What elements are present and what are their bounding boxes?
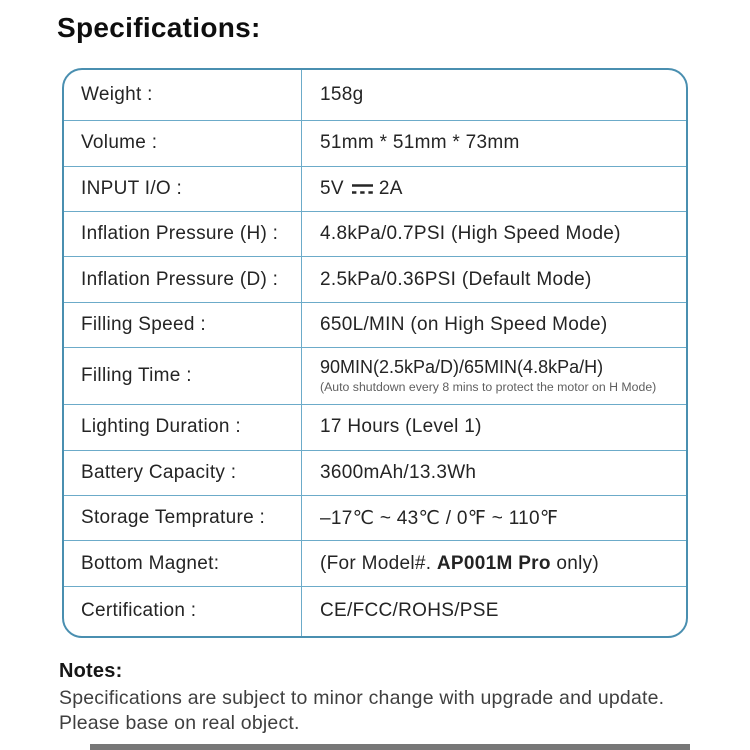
notes-section bbox=[59, 660, 691, 736]
notes-heading: Notes: bbox=[59, 660, 123, 682]
row-label: INPUT I/O : bbox=[64, 167, 302, 211]
table-row bbox=[64, 70, 686, 121]
spec-table bbox=[62, 68, 688, 638]
row-label: Weight : bbox=[64, 70, 302, 120]
row-value-text: 90MIN(2.5kPa/D)/65MIN(4.8kPa/H) bbox=[320, 357, 604, 378]
row-value bbox=[302, 405, 686, 449]
row-value-text: 5V 2A bbox=[320, 177, 403, 199]
row-value bbox=[302, 587, 686, 636]
row-value-text: –17℃ ~ 43℃ / 0℉ ~ 110℉ bbox=[320, 507, 559, 529]
row-value-text: 17 Hours (Level 1) bbox=[320, 416, 482, 438]
table-row bbox=[64, 348, 686, 405]
row-value-text: 158g bbox=[320, 84, 364, 106]
row-label: Inflation Pressure (H) : bbox=[64, 212, 302, 256]
notes-body: Specifications are subject to minor change with upgrade and update. Please base on real object. bbox=[59, 687, 665, 734]
table-row bbox=[64, 405, 686, 450]
row-label: Battery Capacity : bbox=[64, 451, 302, 495]
row-label: Storage Temprature : bbox=[64, 496, 302, 540]
row-value bbox=[302, 496, 686, 540]
row-label: Filling Speed : bbox=[64, 303, 302, 347]
row-value bbox=[302, 303, 686, 347]
row-value-text: 3600mAh/13.3Wh bbox=[320, 461, 477, 483]
table-row bbox=[64, 257, 686, 302]
page-title: Specifications: bbox=[57, 12, 261, 43]
table-row bbox=[64, 587, 686, 636]
table-row bbox=[64, 212, 686, 257]
row-value bbox=[302, 451, 686, 495]
row-value-text: (For Model#. AP001M Pro only) bbox=[320, 552, 600, 574]
table-row bbox=[64, 167, 686, 212]
table-row bbox=[64, 451, 686, 496]
table-row bbox=[64, 121, 686, 166]
row-value bbox=[302, 348, 686, 404]
row-value bbox=[302, 257, 686, 301]
row-label: Lighting Duration : bbox=[64, 405, 302, 449]
row-value bbox=[302, 212, 686, 256]
row-value-text: 2.5kPa/0.36PSI (Default Mode) bbox=[320, 268, 592, 290]
table-row bbox=[64, 496, 686, 541]
row-label: Certification : bbox=[64, 587, 302, 636]
row-value bbox=[302, 121, 686, 165]
row-value-text: 51mm * 51mm * 73mm bbox=[320, 132, 520, 154]
row-label: Volume : bbox=[64, 121, 302, 165]
row-value-text: 650L/MIN (on High Speed Mode) bbox=[320, 314, 608, 336]
row-value bbox=[302, 70, 686, 120]
bottom-divider-bar bbox=[90, 744, 690, 750]
table-row bbox=[64, 541, 686, 586]
row-label: Filling Time : bbox=[64, 348, 302, 404]
row-value bbox=[302, 167, 686, 211]
dc-symbol-icon bbox=[352, 183, 373, 195]
table-row bbox=[64, 303, 686, 348]
row-value bbox=[302, 541, 686, 585]
row-value-text: 4.8kPa/0.7PSI (High Speed Mode) bbox=[320, 223, 621, 245]
row-value-note: (Auto shutdown every 8 mins to protect the motor on H Mode) bbox=[320, 380, 657, 395]
row-label: Inflation Pressure (D) : bbox=[64, 257, 302, 301]
row-label: Bottom Magnet: bbox=[64, 541, 302, 585]
row-value-text: CE/FCC/ROHS/PSE bbox=[320, 600, 499, 622]
